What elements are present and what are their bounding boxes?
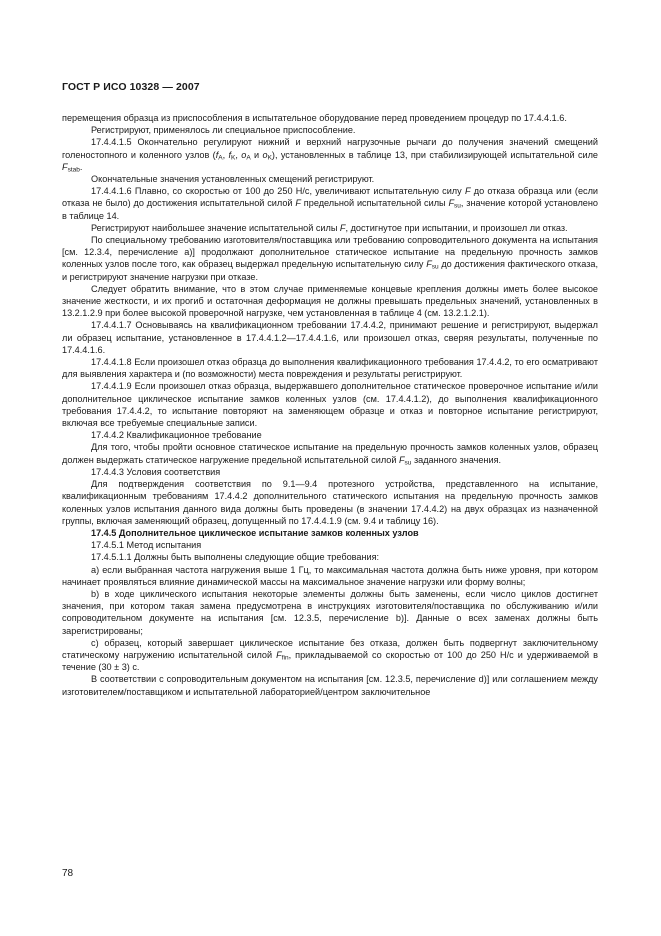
paragraph [62, 185, 598, 222]
paragraph [62, 539, 598, 551]
text-run: По специальному требованию изготовителя/поставщика или требованию сопроводительного документа на испытания [см. 12.3.4, перечисление а)] продолжают дополнительное статическое испытание на предельную прочность замков коленных узлов после того, как образец выдержал предельную испытательную силу [62, 235, 598, 270]
text-run: , значение которой установлено в таблице 14. [62, 198, 598, 221]
italic-symbol: F [398, 454, 405, 465]
text-run: 17.4.4.1.7 Основываясь на квалификационном требовании 17.4.4.2, принимают решение и регистрируют, выдержал ли образец испытание, установленное в 17.4.4.1.2—17.4.4.1.6, или произошел отказ, сверяя результаты, полученные по 17.4.4.1.6. [62, 320, 598, 355]
paragraph [62, 637, 598, 674]
text-run: предельной испытательной силы [300, 198, 449, 209]
paragraph [62, 124, 598, 136]
text-run: а) если выбранная частота нагружения выше 1 Гц, то максимальная частота должна быть ниже уровня, при котором начинает проявляться влияние динамической массы на максимальное значение нагрузки или форму волны; [62, 564, 598, 587]
text-run: ), установленных в таблице 13, при стабилизирующей испытательной силе [271, 149, 599, 160]
text-run: 17.4.5 Дополнительное циклическое испытание замков коленных узлов [91, 527, 419, 538]
paragraph [62, 283, 598, 320]
paragraph [62, 319, 598, 356]
text-run: b) в ходе циклического испытания некоторые элементы должны быть заменены, если число циклов достигнет значения, при котором такая замена предусмотрена в инструкциях изготовителя/поставщика по обслуживанию и/или сопроводительном документе на испытания [см. 12.3.5, перечисление b)]. Данные о всех заменах должны быть зарегистрированы; [62, 588, 598, 636]
text-run: Для подтверждения соответствия по 9.1—9.4 протезного устройства, представленного на испытание, квалификационным требованиям 17.4.4.2 дополнительного статического испытания на предельную прочность замков коленных узлов испытания данного вида должны быть проведены (в значении 17.4.4.2) на двух образцах из назначенной группы, включая заменяющий образец, допущенный по 17.4.4.1.9 (см. 9.4 и таблицу 16). [62, 479, 598, 526]
paragraph [62, 588, 598, 637]
subscript: su [454, 202, 461, 210]
paragraph [62, 478, 598, 527]
italic-symbol: F [426, 259, 432, 270]
text-run: , прикладываемой со скоростью от 100 до 250 Н/с и удерживаемой в течение (30 ± 3) с. [62, 649, 598, 673]
italic-symbol: o [262, 149, 268, 160]
paragraph [62, 429, 598, 441]
text-run: 17.4.5.1 Метод испытания [91, 540, 202, 551]
text-run: Регистрируют наибольшее значение испытательной силы [91, 222, 340, 233]
page-number: 78 [62, 868, 74, 879]
subscript: A [246, 154, 251, 162]
text-run: 17.4.4.1.5 Окончательно регулируют нижний и верхний нагрузочные рычаги до получения значений смещений голеностопного и коленного узлов ( [62, 137, 598, 160]
italic-symbol: F [295, 198, 301, 209]
subscript: su [431, 263, 439, 271]
subscript: fin [281, 654, 289, 662]
italic-symbol: F [448, 198, 455, 209]
text-run: , достигнутое при испытании, и произошел ли отказ. [345, 222, 568, 233]
paragraph [62, 380, 598, 429]
paragraph [62, 466, 598, 478]
italic-symbol: F [464, 186, 471, 197]
text-run: . [79, 161, 83, 172]
italic-symbol: F [62, 161, 68, 172]
paragraph [62, 673, 598, 697]
paragraph [62, 356, 598, 380]
text-run: 17.4.4.3 Условия соответствия [91, 466, 221, 477]
text-run: до отказа образца или (если отказа не было) до достижения испытательной силой [62, 186, 598, 209]
text-run: Регистрируют, применялось ли специальное приспособление. [91, 125, 356, 136]
text-run: 17.4.5.1.1 Должны быть выполнены следующие общие требования: [91, 552, 380, 563]
italic-symbol: F [339, 222, 346, 233]
text-run: Следует обратить внимание, что в этом случае применяемые концевые крепления должны иметь более высокое значение жесткости, и их прогиб и остаточная деформация не должны превышать предельных значений, установленных в 13.2.1.2.9 при более высокой проверочной нагрузке, чем установленная в таблице 4 (см. 13.2.1.2.1). [62, 283, 598, 319]
text-run: заданного значения. [411, 454, 502, 465]
paragraph [62, 136, 598, 173]
document-body [62, 112, 598, 698]
text-run: до достижения фактического отказа, и регистрируют значение нагрузки при отказе. [62, 259, 598, 282]
paragraph [62, 173, 598, 185]
text-run: 17.4.4.2 Квалификационное требование [91, 430, 262, 441]
text-run: и [250, 149, 263, 160]
paragraph [62, 527, 598, 539]
text-run: 17.4.4.1.6 Плавно, со скоростью от 100 до 250 Н/с, увеличивают испытательную силу [91, 186, 465, 197]
text-run: 17.4.4.1.8 Если произошел отказ образца до выполнения квалификационного требования 17.4.4.2, то его осматривают для выявления характера и (по возможности) места повреждения и результаты регистрируют. [62, 357, 598, 380]
text-run: В соответствии с сопроводительным документом на испытания [см. 12.3.5, перечисление d)] или соглашением между изготовителем/поставщиком и испытательной лабораторией/центром заключительное [62, 674, 598, 697]
subscript: K [267, 154, 272, 162]
text-run: , [222, 149, 229, 160]
italic-symbol: f [215, 149, 219, 160]
paragraph [62, 234, 598, 283]
subscript: stab [67, 166, 80, 174]
subscript: su [404, 459, 412, 467]
text-run: , [235, 149, 242, 160]
page-header-standard-title: ГОСТ Р ИСО 10328 — 2007 [62, 81, 200, 93]
text-run: 17.4.4.1.9 Если произошел отказ образца, выдержавшего дополнительное статическое проверочное испытание и/или дополнительное циклическое испытание замков коленных узлов (см. 17.4.4.1.2), до выполнения квалификационного требования 17.4.4.2, то испытание повторяют на заменяющем образце и отказ и повторное испытание регистрируют, включая все требуемые специальные записи. [62, 381, 598, 429]
paragraph [62, 564, 598, 588]
text-run: перемещения образца из приспособления в испытательное оборудование перед проведением процедур по 17.4.4.1.6. [62, 113, 567, 123]
text-run: Для того, чтобы пройти основное статическое испытание на предельную прочность замков коленных узлов, образец должен выдержать статическое нагружение предельной испытательной силой [62, 442, 598, 465]
paragraph [62, 222, 598, 234]
italic-symbol: o [241, 149, 247, 160]
paragraph [62, 441, 598, 465]
italic-symbol: f [228, 149, 232, 160]
subscript: K [231, 154, 236, 162]
paragraph [62, 551, 598, 563]
text-run: Окончательные значения установленных смещений регистрируют. [91, 174, 375, 185]
subscript: A [218, 154, 223, 162]
italic-symbol: F [276, 649, 282, 660]
text-run: с) образец, который завершает циклическое испытание без отказа, должен быть подвергнут заключительному статическому нагружению испытательной силой [62, 637, 598, 660]
paragraph [62, 112, 598, 124]
